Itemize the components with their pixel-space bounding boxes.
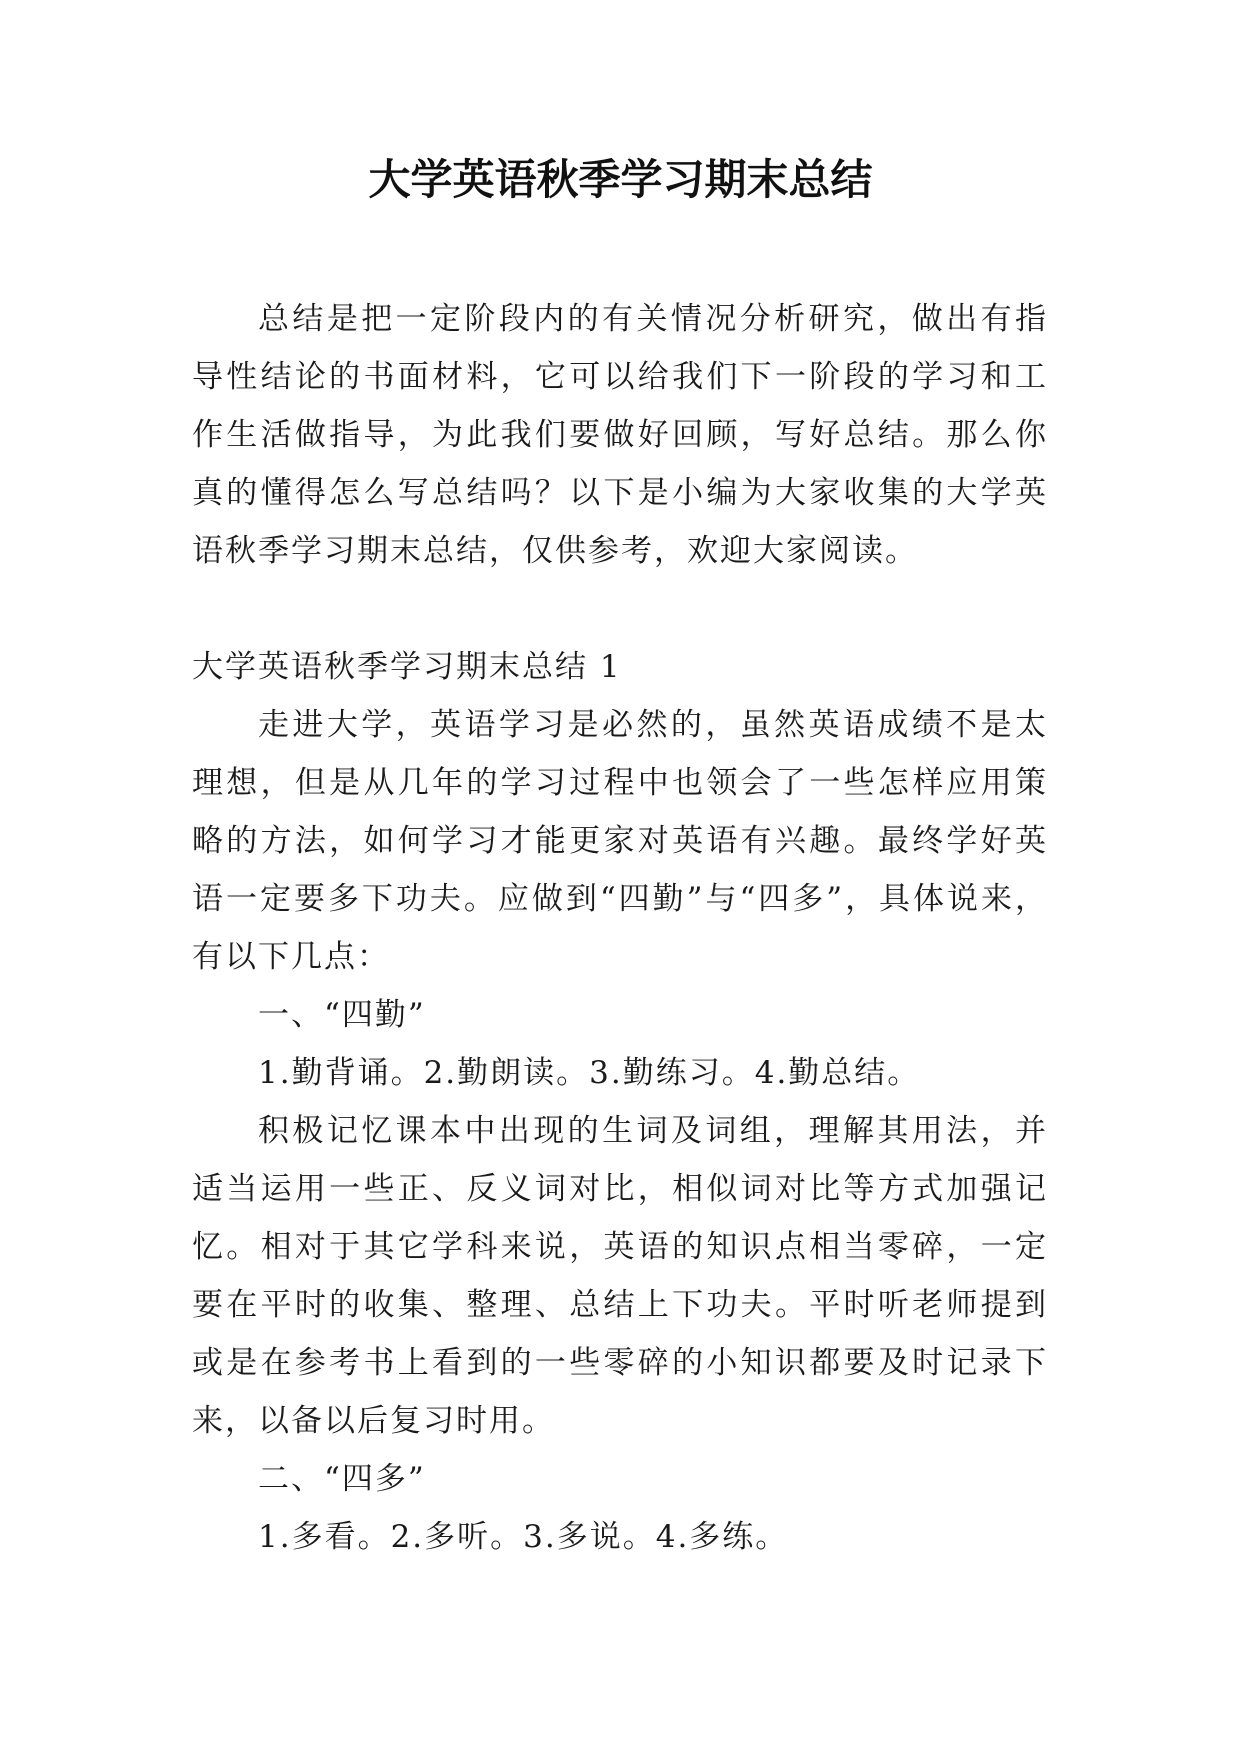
body-paragraph: 走进大学，英语学习是必然的，虽然英语成绩不是太理想，但是从几年的学习过程中也领会了一些怎样应用策略的方法，如何学习才能更家对英语有兴趣。最终学好英语一定要多下功夫。应做到“四勤”与“四多”，具体说来，有以下几点： [192, 707, 1048, 975]
document-title: 大学英语秋季学习期末总结 [368, 155, 873, 204]
four-mores-list: 1.多看。2.多听。3.多说。4.多练。 [258, 1519, 789, 1555]
intro-paragraph: 总结是把一定阶段内的有关情况分析研究，做出有指导性结论的书面材料，它可以给我们下一阶段的学习和工作生活做指导，为此我们要做好回顾，写好总结。那么你真的懂得怎么写总结吗？以下是小编为大家收集的大学英语秋季学习期末总结，仅供参考，欢迎大家阅读。 [192, 301, 1048, 569]
document-body [192, 290, 1048, 1566]
subsection-heading-four-diligences: 一、“四勤” [258, 997, 426, 1033]
four-diligences-list: 1.勤背诵。2.勤朗读。3.勤练习。4.勤总结。 [258, 1055, 921, 1091]
body-paragraph: 积极记忆课本中出现的生词及词组，理解其用法，并适当运用一些正、反义词对比，相似词对比等方式加强记忆。相对于其它学科来说，英语的知识点相当零碎，一定要在平时的收集、整理、总结上下功夫。平时听老师提到或是在参考书上看到的一些零碎的小知识都要及时记录下来，以备以后复习时用。 [192, 1113, 1048, 1439]
subsection-heading-four-mores: 二、“四多” [258, 1461, 426, 1497]
section-heading: 大学英语秋季学习期末总结 1 [192, 649, 622, 685]
